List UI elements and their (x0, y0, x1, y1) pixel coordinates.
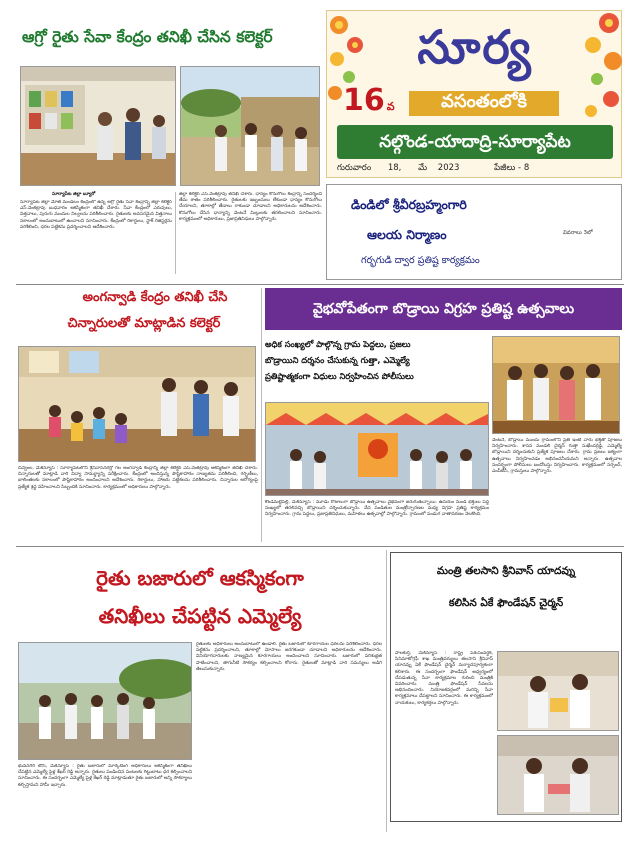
ad-line1: డిండిలో శ్రీవీరబ్రహ్మంగారి (351, 197, 467, 212)
story4-photo-market (18, 642, 192, 760)
story5-body: పాలకుర్తి, మేకిన్యూస్ : రాష్ట్ర పశుసంవర్ధక, సినిమాటోగ్రఫీ శాఖ మంత్రివర్యులు తలసాని శ్రీనివాస్ యాదవ్ను ఏకే ఫౌండేషన్ చైర్మన్ మర్యాదపూర్వకంగా కలిశారు. ఈ సందర్భంగా ఫౌండేషన్ ఆధ్వర్యంలో చేపడుతున్న సేవా కార్యక్రమాల గురించి మంత్రికి వివరించారు. మంత్రి ఫౌండేషన్ సేవలను అభినందించారు. నియోజకవర్గంలో మరిన్ని సేవా కార్యక్రమాలు చేపట్టాలని సూచించారు. ఈ కార్యక్రమంలో నాయకులు, కార్యకర్తలు పాల్గొన్నారు. (395, 651, 493, 706)
story2-headline-line1: అంగన్వాడి కేంద్రం తనిఖీ చేసి (82, 290, 228, 305)
story4-headline-line2: తనిఖీలు చేపట్టిన ఎమ్మెల్యే (98, 604, 302, 628)
story2-photo-anganwadi (18, 346, 256, 462)
story3-body-right: వెంటనే, బొడ్రాయి ముందు గ్రామంలోని ప్రతి ఇంటి వారు భక్తితో పూజలు నిర్వహించారు. శాసన మండలి చైర్మన్ గుత్తా సుఖేందర్రెడ్డి, ఎమ్మెల్యే బొడ్రాయిని దర్శించుకుని ప్రత్యేక పూజలు చేశారు. గ్రామ ప్రజలు ఐక్యంగా ఉత్సవాలు నిర్వహించడం అభినందనీయమని అన్నారు. ఉత్సవాల సందర్భంగా పోలీసులు బందోబస్తు నిర్వహించారు. కార్యక్రమంలో సర్పంచ్, ఎంపీటీసీ, గ్రామస్తులు పాల్గొన్నారు. (492, 438, 622, 475)
story1-body-col2: జిల్లా కలెక్టర్ ఎస్.వెంకట్రావు తనిఖీ చేశారు. ధాన్యం కొనుగోలు కేంద్రాన్ని సందర్శించి తేమ శాతం పరిశీలించారు. రైతులకు ఇబ్బందులు లేకుండా ధాన్యం కొనుగోలు చేయాలని, తూకాల్లో తేడాలు రాకుండా చూడాలని అధికారులను ఆదేశించారు. కొనుగోలు చేసిన ధాన్యాన్ని వెంటనే మిల్లులకు తరలించాలని సూచించారు. కార్యక్రమంలో అధికారులు, ప్రజాప్రతినిధులు పాల్గొన్నారు. (179, 192, 322, 222)
story1-photo-shop (20, 66, 176, 186)
story1-body-col1: సూర్యాపేట జిల్లా మోతె మండలం కేంద్రంలో ఉన్న ఆగ్రో రైతు సేవా కేంద్రాన్ని జిల్లా కలెక్టర్ ఎస్.వెంకట్రావు బుధవారం ఆకస్మికంగా తనిఖీ చేశారు. సేవా కేంద్రంలో ఎరువులు, విత్తనాలు, పురుగు మందుల నిల్వలను పరిశీలించారు. రైతులకు అవసరమైన విత్తనాలు సకాలంలో అందుబాటులో ఉంచాలని సూచించారు. కేంద్రంలో రికార్డులు, స్టాక్ రిజిస్టర్లను పరిశీలించి, ధరల పట్టికను ప్రదర్శించాలని ఆదేశించారు. (20, 200, 172, 230)
story4-body-top: రైతులకు అధికారులు అందుబాటులో ఉండాలి. రైతు బజారులో కూరగాయల ధరలను పరిశీలించారు. ధరల పట్టికను ప్రదర్శించాలని, తూకాల్లో మోసాలు జరగకుండా చూడాలని అధికారులను ఆదేశించారు. వినియోగదారులకు నాణ్యమైన కూరగాయలు అందించాలని సూచించారు. బజారులో పరిశుభ్రత పాటించాలని, తాగునీటి సౌకర్యం కల్పించాలని కోరారు. రైతులతో మాట్లాడి వారి సమస్యలు అడిగి తెలుసుకున్నారు. (196, 642, 382, 672)
date-line (337, 163, 617, 175)
date-day-of-week: గురువారం (337, 163, 372, 173)
masthead-logo: సూర్య (417, 20, 533, 74)
edition-number-value: 16 (343, 83, 385, 118)
edition-phrase: వసంతంలోకి (409, 91, 559, 116)
page-label: పేజీలు - 8 (494, 163, 530, 173)
story3-deck-line1: అధిక సంఖ్యలో పాల్గొన్న గ్రామ పెద్దలు, ప్రజలు (265, 339, 411, 349)
flower-decoration-right (579, 11, 623, 121)
story3-deck-line2: బొడ్రాయిని దర్శనం చేసుకున్న గుత్తా, ఎమ్మెల్యే (265, 355, 410, 365)
ad-note: వివరాలు 3లో (563, 230, 593, 236)
story5-headline-line2: కలిసిన ఏకే ఫౌండేషన్ చైర్మన్ (448, 597, 564, 609)
story5-headline-line1: మంత్రి తలసాని శ్రీనివాస్ యాదవ్ను (436, 565, 576, 577)
story3-headline: వైభవోపేతంగా బొడ్రాయి విగ్రహ ప్రతిష్ట ఉత్సవాలు (265, 288, 622, 330)
story5-photo-greeting (497, 735, 619, 815)
story3-photo-group (492, 336, 620, 434)
story4-body-bottom: భువనగిరి టౌన్, మేకిన్యూస్ : రైతు బజారులో మార్కెటింగ్ అధికారులు ఆకస్మికంగా తనిఖీలు చేపట్టిన ఎమ్మెల్యే పైళ్ల శేఖర్ రెడ్డి అన్నారు. రైతులు పండించిన పంటలకు గిట్టుబాటు ధర కల్పించాలని సూచించారు. ఈ సందర్భంగా ఎమ్మెల్యే పైళ్ల శేఖర్ రెడ్డి మాట్లాడుతూ రైతు బజారులో అన్ని సౌకర్యాలు కల్పిస్తామని హామీ ఇచ్చారు. (18, 764, 192, 788)
story5-box (390, 552, 622, 822)
story1-photo-grain (180, 66, 320, 186)
story1-headline: ఆగ్రో రైతు సేవా కేంద్రం తనిఖీ చేసిన కలెక్టర్ (22, 28, 273, 46)
ad-box (326, 184, 622, 280)
story3-deck (265, 336, 489, 384)
masthead (326, 10, 622, 178)
edition-number (343, 83, 395, 118)
story3-deck-line3: ప్రతిష్టాత్మకంగా విధులు నిర్వహించిన పోలీసులు (265, 371, 414, 381)
date-day: 18, (387, 163, 402, 173)
edition-suffix: వ (386, 100, 395, 113)
date-year: 2023 (437, 163, 460, 173)
story4-headline-line1: రైతు బజారులో ఆకస్మికంగా (96, 566, 304, 590)
story3-photo-ceremony (265, 402, 489, 496)
story2-headline-line2: చిన్నారులతో మాట్లాడిన కలెక్టర్ (67, 316, 221, 331)
story5-photo-meeting (497, 651, 619, 731)
region-banner: నల్గొండ-యాదాద్రి-సూర్యాపేట (337, 125, 613, 159)
story1-dateline: సూర్యాపేట జిల్లా బ్యూరో (52, 192, 96, 197)
date-month: మే (418, 163, 428, 173)
ad-line2: ఆలయ నిర్మాణం (367, 227, 447, 242)
story2-body: చివ్వెంల, మేకిన్యూస్ : సూర్యాపేటలోని శ్రీనివాసనగర్లో గల అంగన్వాడి కేంద్రాన్ని జిల్లా కలెక్టర్ ఎస్.వెంకట్రావు ఆకస్మికంగా తనిఖీ చేశారు. చిన్నారులతో మాట్లాడి వారి విద్యా సామర్థ్యాన్ని పరీక్షించారు. కేంద్రంలో అందిస్తున్న పౌష్టికాహారం నాణ్యతను పరిశీలించి, గర్భిణీలు, బాలింతలకు సకాలంలో పౌష్టికాహారం అందించాలని ఆదేశించారు. రికార్డులు, హాజరు పట్టికలను పరిశీలించారు. చిన్నారుల ఆరోగ్యంపై ప్రత్యేక శ్రద్ధ వహించాలని సిబ్బందికి సూచించారు. కార్యక్రమంలో అధికారులు పాల్గొన్నారు. (18, 466, 258, 490)
story3-body-left: కొండమల్లెపల్లి, మేకిన్యూస్ : మూడు రోజులుగా బొడ్రాయి ఉత్సవాలు వైభవంగా జరుగుతున్నాయి. ఉదయం నుండి భక్తులు పెద్ద సంఖ్యలో తరలివచ్చి బొడ్రాయిని దర్శించుకున్నారు. వేద పండితుల మంత్రోచ్ఛారణల మధ్య విగ్రహ ప్రతిష్ట కార్యక్రమం నిర్వహించారు. గ్రామ పెద్దలు, ప్రజాప్రతినిధులు, మహిళలు ఉత్సవాల్లో పాల్గొన్నారు. గ్రామంలో పండుగ వాతావరణం నెలకొంది. (265, 500, 489, 518)
ad-line3: గర్భగుడి ద్వార ప్రతిష్ట కార్యక్రమం (361, 255, 480, 266)
